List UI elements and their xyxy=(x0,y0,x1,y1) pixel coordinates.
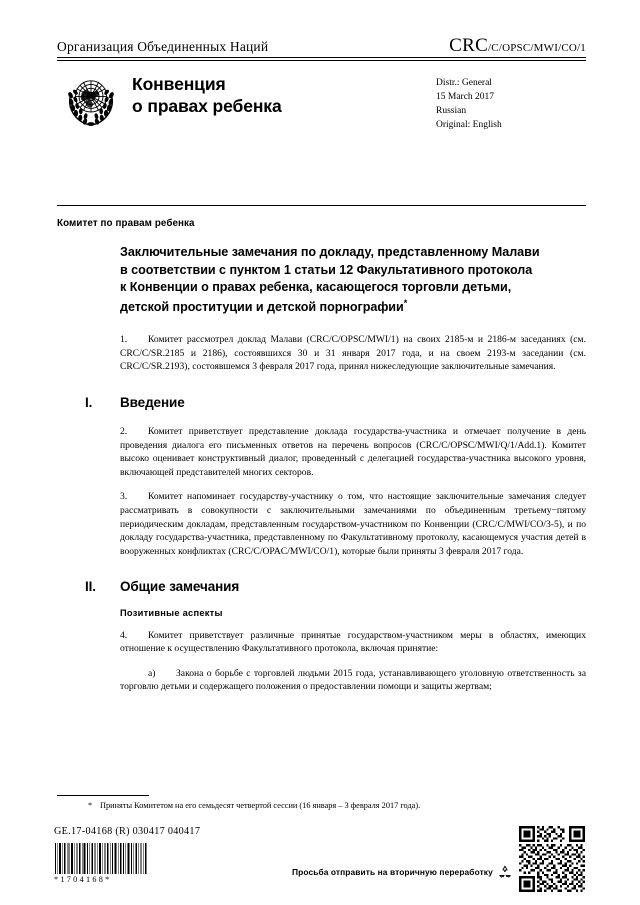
paragraph-4 xyxy=(120,629,586,656)
paragraph-text: Комитет приветствует представление доклада государства-участника и отмечает получение в день проведения диалога его письменных ответов на перечень вопросов (CRC/C/OPSC/MWI/Q/1/Add.1). Комитет высоко оценивает конструктивный диалог, проведенный с делегацией государства-участника высокого уровня, включающей представителей многих секторов. xyxy=(120,426,586,478)
paragraph-text: Комитет рассмотрел доклад Малави (CRC/C/OPSC/MWI/1) на своих 2185-м и 2186-м заседаниях (см. CRC/C/SR.2185 и 2186), состоявшихся 30 и 31 января 2017 года, и на своем 2193-м заседании (см. CRC/C/SR.2193), состоявшемся 3 февраля 2017 года, принял нижеследующие заключительные замечания. xyxy=(120,334,586,373)
convention-title xyxy=(132,70,282,118)
paragraph-text: Комитет приветствует различные принятые государством-участником меры в областях, имеющих отношение к осуществлению Факультативного протокола, включая принятие: xyxy=(120,629,586,655)
masthead-rule xyxy=(57,57,586,61)
paragraph-number: 1. xyxy=(120,334,128,346)
section-numeral: I. xyxy=(85,395,93,411)
section-heading-2 xyxy=(57,579,586,594)
paragraph-number: 4. xyxy=(120,629,128,641)
recycle-icon xyxy=(497,864,513,880)
barcode-icon xyxy=(54,843,148,874)
distr-language: Russian xyxy=(436,105,467,116)
organization-name: Организация Объединенных Наций xyxy=(57,39,269,54)
paragraph-1 xyxy=(120,333,586,374)
paragraph-3 xyxy=(120,490,586,558)
barcode-number: *1704168* xyxy=(54,875,112,884)
ge-document-number: GE.17-04168 (R) 030417 040417 xyxy=(54,826,201,837)
masthead xyxy=(57,36,586,132)
distr-label: Distr.: General xyxy=(436,77,492,88)
footnote-divider xyxy=(57,795,149,796)
section-title: Введение xyxy=(120,395,185,411)
footnote-area xyxy=(57,795,586,812)
title-footnote-marker: * xyxy=(403,297,408,308)
distr-date: 15 March 2017 xyxy=(436,91,495,102)
committee-name: Комитет по правам ребенка xyxy=(57,218,195,229)
section-divider xyxy=(57,205,586,206)
barcode-block xyxy=(54,843,148,884)
qr-code-icon xyxy=(519,826,585,892)
document-symbol xyxy=(449,36,586,55)
recycle-notice xyxy=(292,864,513,880)
distr-original: Original: English xyxy=(436,119,502,130)
section-heading-1 xyxy=(57,395,586,410)
qr-code-block xyxy=(519,826,585,892)
convention-title-line1: Конвенция xyxy=(132,73,226,94)
section-title: Общие замечания xyxy=(120,578,240,594)
masthead-top-row xyxy=(57,36,586,57)
document-symbol-prefix: CRC xyxy=(449,35,489,56)
paragraph-number: 2. xyxy=(120,426,128,438)
paragraph-2 xyxy=(120,425,586,479)
list-item-label: a) xyxy=(148,667,156,679)
footnote xyxy=(88,800,500,812)
document-symbol-suffix: /C/OPSC/MWI/CO/1 xyxy=(488,42,586,54)
paragraph-text: Комитет напоминает государству-участнику о том, что настоящие заключительные замечания следует рассматривать в совокупности с заключительными замечаниями по объединенным третьему−пятому периодическим докладам, представленным государством-участником по Конвенции (CRC/C/MWI/CO/3-5), и по докладу государства-участника, представленному по Факультативному протоколу, касающемуся участия детей в вооруженных конфликтах (CRC/C/OPAC/MWI/CO/1), которые были приняты 3 февраля 2017 года. xyxy=(120,491,586,557)
footnote-marker: * xyxy=(88,801,93,810)
paragraph-number: 3. xyxy=(120,491,128,503)
subsection-heading: Позитивные аспекты xyxy=(120,607,223,618)
section-numeral: II. xyxy=(85,578,96,594)
recycle-text: Просьба отправить на вторичную переработку xyxy=(292,867,493,877)
convention-title-line2: о правах ребенка xyxy=(132,95,282,116)
distribution-block xyxy=(436,70,586,132)
un-emblem-icon xyxy=(61,71,121,129)
page-footer xyxy=(0,826,640,905)
paragraph-4a xyxy=(120,667,586,694)
footnote-text: Приняты Комитетом на его семьдесят четвертой сессии (16 января – 3 февраля 2017 года). xyxy=(100,801,421,810)
masthead-body xyxy=(57,70,586,132)
document-content xyxy=(57,244,586,694)
paragraph-text: Закона о борьбе с торговлей людьми 2015 года, устанавливающего уголовную ответственность за торговлю детьми и содержащего положения о предоставлении помощи и защиты жертвам; xyxy=(120,667,586,693)
page-title-text: Заключительные замечания по докладу, представленному Малави в соответствии с пунктом 1 статьи 12 Факультативного протокола к Конвенции о правах ребенка, касающегося торговли детьми, детской проституции и детской порнографии xyxy=(120,245,540,314)
page-title xyxy=(120,244,540,316)
